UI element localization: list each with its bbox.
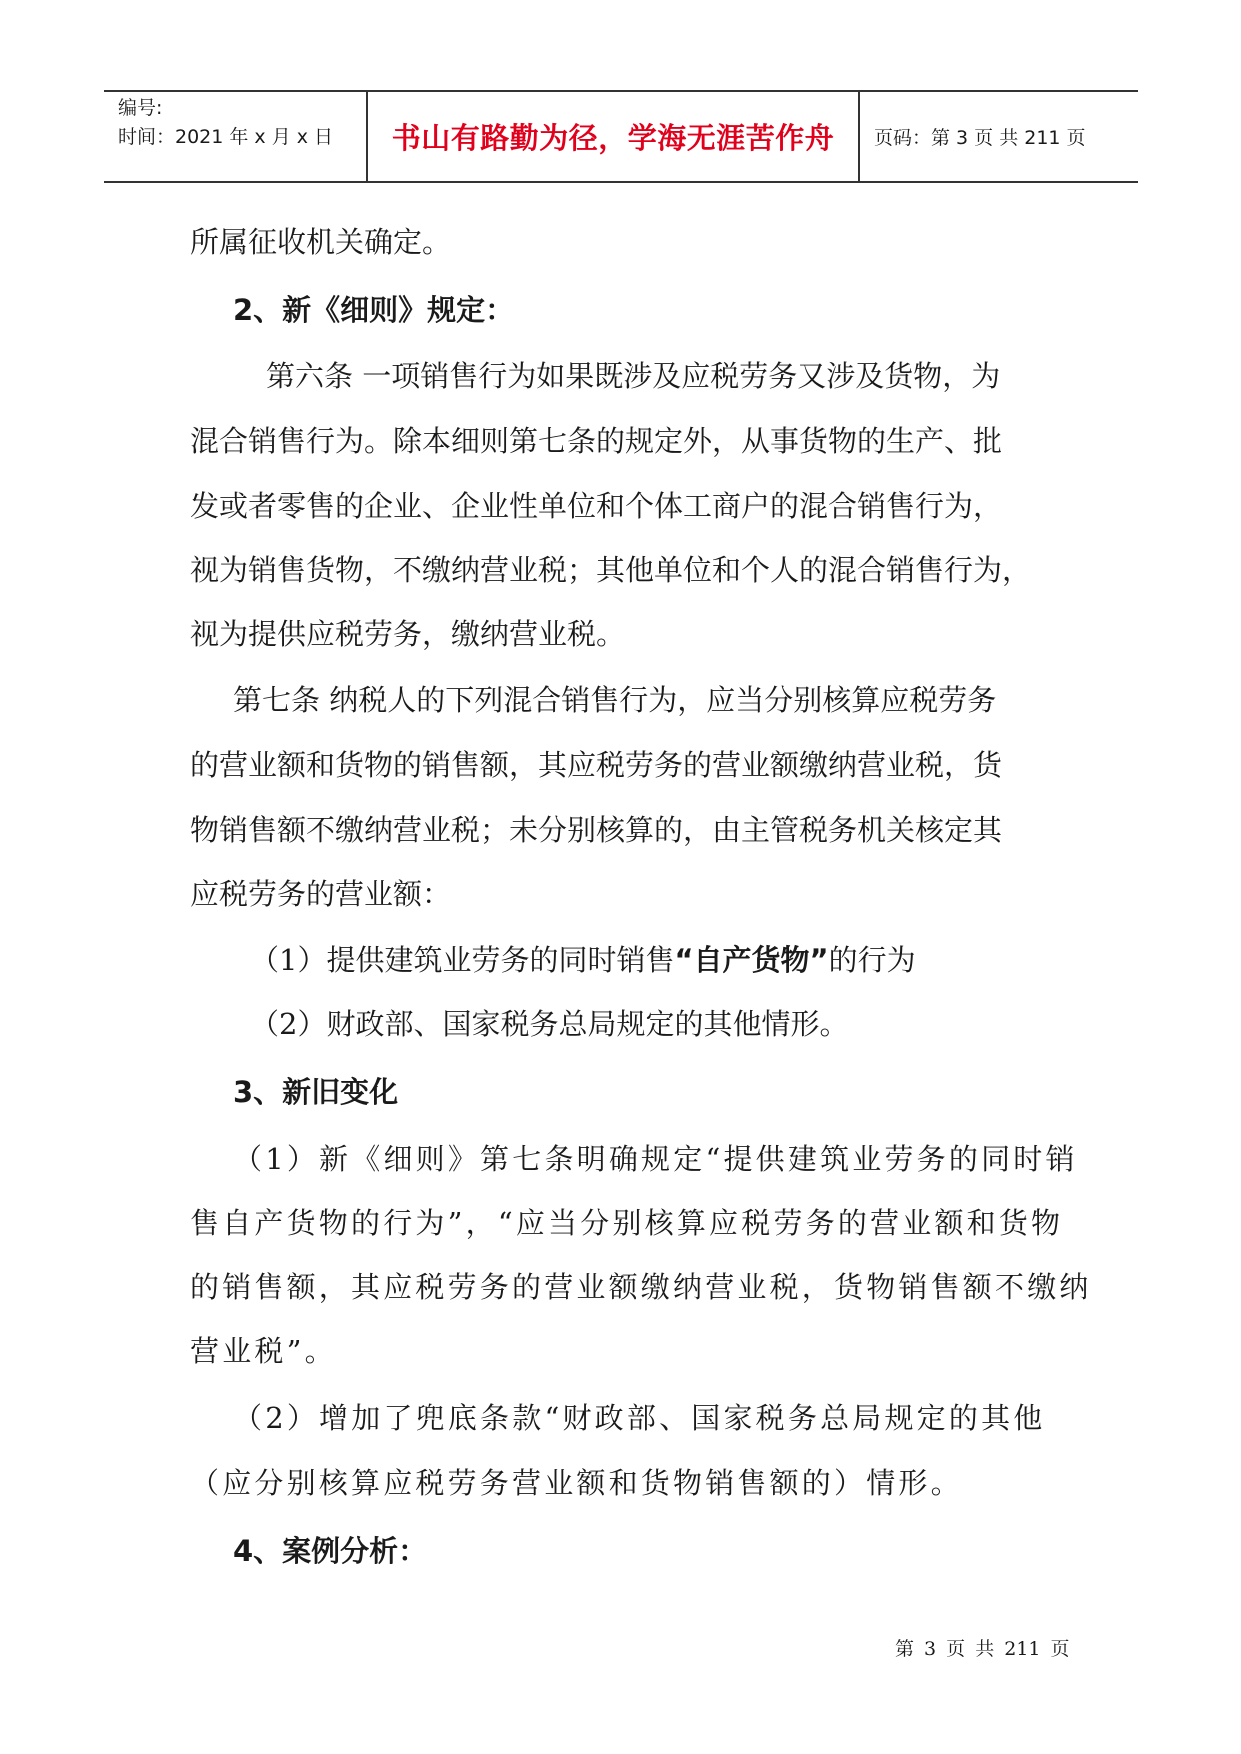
text-line: （应分别核算应税劳务营业额和货物销售额的）情形。: [190, 1466, 963, 1500]
text-line: 视为提供应税劳务，缴纳营业税。: [190, 617, 626, 651]
text-line: 所属征收机关确定。: [190, 225, 452, 259]
text-line: 应税劳务的营业额：: [190, 877, 452, 911]
list-item: [250, 940, 916, 980]
text-line: 第七条 纳税人的下列混合销售行为，应当分别核算应税劳务: [233, 683, 997, 717]
header-info: [104, 92, 368, 181]
text-line: 营业税”。: [190, 1334, 337, 1368]
list-item: （2）财政部、国家税务总局规定的其他情形。: [250, 1007, 849, 1041]
text-line: 的销售额，其应税劳务的营业额缴纳营业税，货物销售额不缴纳: [190, 1270, 1092, 1304]
header-page-code: 页码：第 3 页 共 211 页: [874, 127, 1086, 149]
header-motto: 书山有路勤为径，学海无涯苦作舟: [368, 92, 860, 181]
text-line: 第六条 一项销售行为如果既涉及应税劳务又涉及货物，为: [266, 359, 1001, 393]
doc-time-label: 时间：2021 年 x 月 x 日: [118, 126, 334, 148]
text-line: 售自产货物的行为”，“应当分别核算应税劳务的营业额和货物: [190, 1206, 1064, 1240]
text-line: （2）增加了兜底条款“财政部、国家税务总局规定的其他: [233, 1401, 1046, 1435]
doc-number-label: 编号:: [118, 97, 163, 119]
section-heading: 3、新旧变化: [233, 1075, 399, 1109]
text-line: 物销售额不缴纳营业税；未分别核算的，由主管税务机关核定其: [190, 813, 1003, 847]
page-header: [104, 90, 1138, 183]
section-heading: 4、案例分析：: [233, 1534, 428, 1568]
text-line: 发或者零售的企业、企业性单位和个体工商户的混合销售行为，: [190, 489, 1003, 523]
section-heading: 2、新《细则》规定：: [233, 293, 515, 327]
emphasized-term: “自产货物”: [674, 943, 829, 977]
list-item-text: （1）提供建筑业劳务的同时销售: [250, 943, 675, 977]
list-item-text: 的行为: [828, 943, 916, 977]
text-line: （1）新《细则》第七条明确规定“提供建筑业劳务的同时销: [233, 1142, 1078, 1176]
text-line: 混合销售行为。除本细则第七条的规定外，从事货物的生产、批: [190, 424, 1003, 458]
text-line: 的营业额和货物的销售额，其应税劳务的营业额缴纳营业税，货: [190, 748, 1003, 782]
page-footer: 第 3 页 共 211 页: [895, 1638, 1070, 1660]
text-line: 视为销售货物，不缴纳营业税；其他单位和个人的混合销售行为，: [190, 553, 1032, 587]
